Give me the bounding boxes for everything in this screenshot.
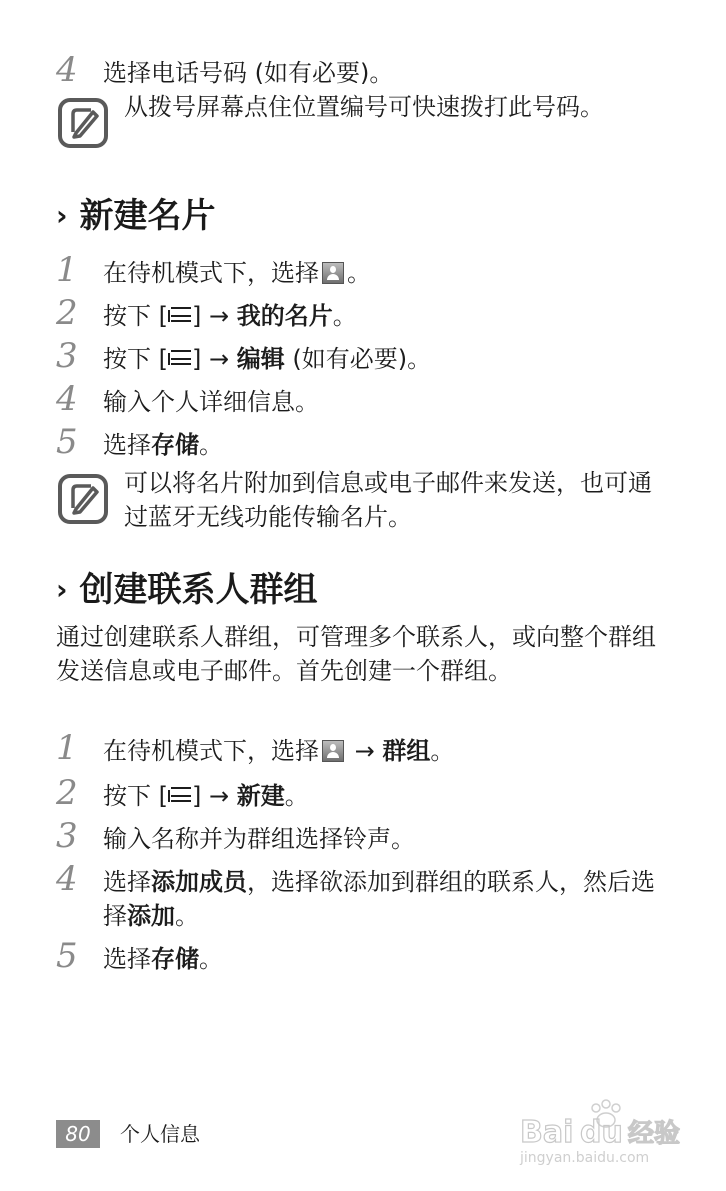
step-number: 3: [56, 816, 78, 856]
step-text: [103, 299, 673, 333]
step-bold-term: 存储: [151, 431, 199, 459]
step-text-part: 按下 [: [103, 345, 168, 373]
step-text-part: ] →: [192, 345, 237, 373]
step-text-part: 在待机模式下，选择: [103, 259, 319, 287]
section-title: [56, 194, 216, 238]
menu-key-icon: [168, 787, 192, 805]
contacts-icon: [322, 262, 344, 284]
svg-text:经验: 经验: [628, 1119, 681, 1149]
step-bold-term: 群组: [382, 737, 431, 765]
step-text-part: 按下 [: [103, 302, 168, 330]
step-bold-term: 存储: [151, 945, 199, 973]
step-number: 2: [56, 773, 78, 813]
svg-text:Bai: Bai: [520, 1115, 574, 1150]
step-number: 1: [56, 728, 78, 768]
step-text-part: 选择: [103, 431, 151, 459]
baidu-watermark-logo: [516, 1098, 686, 1168]
note-icon: [58, 98, 108, 148]
step-number: 1: [56, 250, 78, 290]
step-text: [103, 942, 673, 976]
note-text: 从拨号屏幕点住位置编号可快速拨打此号码。: [124, 93, 604, 121]
step-text: [103, 865, 673, 933]
svg-text:du: du: [580, 1115, 623, 1150]
step-text-part: (如有必要)。: [284, 345, 432, 373]
step-number: 4: [56, 50, 78, 90]
section-label: 个人信息: [120, 1122, 200, 1146]
step-text-part: 。: [284, 782, 309, 810]
step-text: 选择电话号码 (如有必要)。: [103, 59, 394, 87]
section-title-text: 创建联系人群组: [79, 570, 318, 610]
step-number: 4: [56, 859, 78, 899]
step-text-part: →: [347, 737, 383, 765]
step-text-part: 。: [430, 737, 455, 765]
step-text-part: 。: [175, 902, 199, 930]
step-number: 5: [56, 422, 78, 462]
step-number: 2: [56, 293, 78, 333]
step-bold-term: 添加: [127, 902, 175, 930]
step-text-part: ] →: [192, 782, 237, 810]
step-bold-term: 新建: [236, 782, 285, 810]
step-text-part: 按下 [: [103, 782, 168, 810]
chevron-icon: ›: [56, 199, 68, 232]
step-number: 3: [56, 336, 78, 376]
section-intro: 通过创建联系人群组，可管理多个联系人，或向整个群组发送信息或电子邮件。首先创建一个群组。: [56, 623, 656, 685]
contacts-icon: [322, 740, 344, 762]
step-text-part: ] →: [192, 302, 237, 330]
step-bold-term: 我的名片: [236, 302, 333, 330]
step-text-part: 。: [347, 259, 371, 287]
note-text: 可以将名片附加到信息或电子邮件来发送，也可通过蓝牙无线功能传输名片。: [124, 469, 652, 531]
note-icon: [58, 474, 108, 524]
step-text: [103, 734, 673, 768]
section-title: [56, 568, 318, 612]
section-title-text: 新建名片: [79, 196, 216, 236]
menu-key-icon: [168, 350, 192, 368]
step-text: [103, 342, 673, 376]
step-bold-term: 添加成员: [151, 868, 247, 896]
step-number: 4: [56, 379, 78, 419]
step-text-part: 。: [199, 431, 223, 459]
step-text: [103, 779, 673, 813]
chevron-icon: ›: [56, 573, 68, 606]
step-text-part: 选择: [103, 868, 151, 896]
svg-text:jingyan.baidu.com: jingyan.baidu.com: [520, 1150, 650, 1166]
step-bold-term: 编辑: [236, 345, 285, 373]
step-text: 输入个人详细信息。: [103, 388, 319, 416]
step-text-part: 在待机模式下，选择: [103, 737, 319, 765]
step-text: [103, 428, 673, 462]
page-number: 80: [56, 1120, 100, 1148]
step-number: 5: [56, 936, 78, 976]
step-text-part: 。: [332, 302, 357, 330]
menu-key-icon: [168, 307, 192, 325]
step-text-part: 选择: [103, 945, 151, 973]
step-text: 输入名称并为群组选择铃声。: [103, 825, 415, 853]
step-text-part: ，选择欲添加到群组的联系人，然后选择: [103, 868, 655, 930]
step-text: [103, 256, 673, 290]
step-text-part: 。: [199, 945, 223, 973]
